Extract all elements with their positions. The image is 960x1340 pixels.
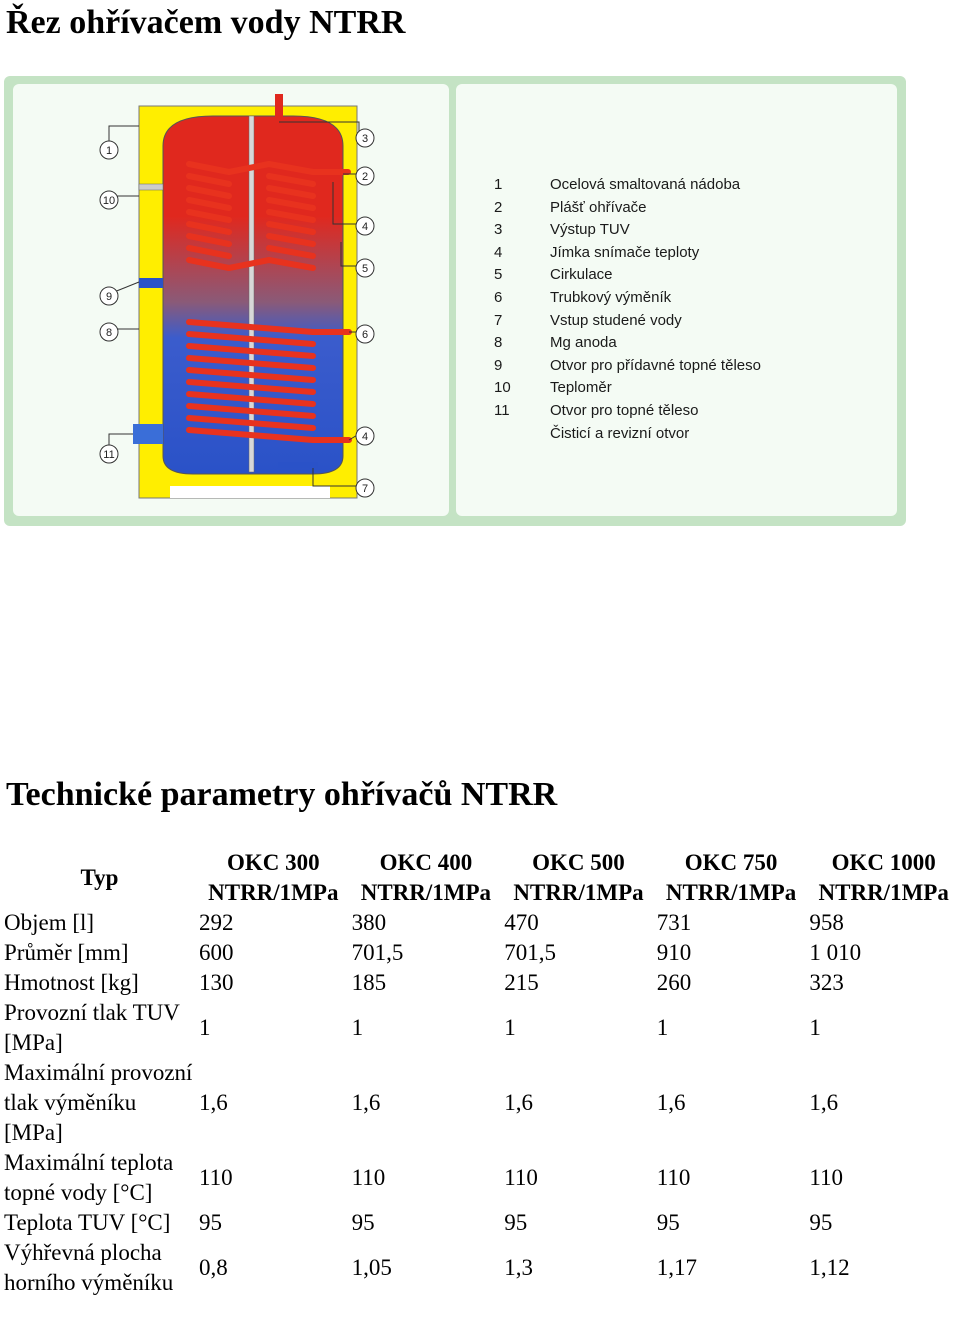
legend-item [494, 287, 761, 310]
cell-value: 1,6 [504, 1090, 533, 1115]
hot-water-outlet-pipe [275, 94, 283, 118]
legend-text: Jímka snímače teploty [550, 243, 700, 261]
table-row [2, 1148, 960, 1208]
svg-text:1: 1 [105, 145, 113, 157]
legend-item [494, 355, 761, 378]
cell-value: 95 [809, 1210, 833, 1235]
cell-value: 110 [504, 1165, 538, 1190]
table-row [2, 1058, 960, 1148]
cell-value: 95 [504, 1210, 528, 1235]
legend-text: Trubkový výměník [550, 288, 672, 306]
legend-panel [456, 84, 897, 516]
legend-number: 3 [494, 221, 503, 239]
table-row [2, 1208, 960, 1238]
table-header-row [2, 848, 960, 908]
legend-text: Vstup studené vody [550, 311, 682, 329]
legend-item [494, 400, 761, 423]
callout-2 [356, 167, 374, 185]
callout-3 [356, 129, 374, 147]
svg-text:4: 4 [361, 221, 369, 233]
cell-value: 95 [656, 1210, 680, 1235]
legend-item [494, 242, 761, 265]
table-row [2, 1238, 960, 1298]
cell-value: 380 [351, 910, 387, 935]
diagram-legend [494, 174, 761, 445]
table-row [2, 998, 960, 1058]
row-label: Průměr [mm] [4, 940, 129, 965]
callout-9 [100, 287, 118, 305]
legend-number: 4 [494, 243, 503, 261]
cell-value: 110 [809, 1165, 844, 1190]
legend-number [494, 423, 550, 446]
legend-number: 9 [494, 356, 503, 374]
legend-number: 8 [494, 334, 503, 352]
svg-text:6: 6 [361, 329, 369, 341]
svg-text:7: 7 [361, 483, 369, 495]
cell-value: 1,05 [351, 1255, 392, 1280]
cell-value: 130 [199, 970, 234, 995]
callout-4-upper [356, 217, 374, 235]
legend-item [494, 174, 761, 197]
cell-value: 701,5 [351, 940, 404, 965]
cell-value: 470 [504, 910, 539, 935]
cell-value: 1 [351, 1015, 364, 1040]
cell-value: 1 010 [809, 940, 862, 965]
cell-value: 185 [351, 970, 387, 995]
legend-item [494, 219, 761, 242]
legend-item [494, 310, 761, 333]
legend-text: Teploměr [550, 379, 612, 397]
legend-number: 7 [494, 311, 503, 329]
column-header-typ: Typ [80, 865, 119, 890]
legend-number: 10 [494, 379, 511, 397]
technical-parameters-table [2, 848, 960, 1298]
table-row [2, 908, 960, 938]
cell-value: 1 [504, 1015, 516, 1040]
legend-item [494, 264, 761, 287]
legend-text: Plášť ohřívače [550, 198, 647, 216]
cell-value: 600 [199, 940, 234, 965]
cell-value: 701,5 [504, 940, 556, 965]
callout-6 [356, 325, 374, 343]
callout-8 [100, 323, 118, 341]
legend-text: Výstup TUV [550, 221, 630, 239]
cell-value: 1,6 [809, 1090, 839, 1115]
column-header-model: OKC 300 NTRR/1MPa [208, 850, 339, 905]
callout-1 [100, 141, 118, 159]
legend-number: 11 [494, 401, 510, 419]
row-label: Hmotnost [kg] [4, 970, 139, 995]
cell-value: 1,12 [809, 1255, 850, 1280]
legend-text: Mg anoda [550, 334, 617, 352]
cell-value: 95 [199, 1210, 222, 1235]
heating-element-port [133, 424, 163, 444]
row-label: Objem [l] [4, 910, 95, 935]
legend-item [494, 197, 761, 220]
cell-value: 1 [809, 1015, 821, 1040]
column-header-model: OKC 1000 NTRR/1MPa [818, 850, 949, 905]
cell-value: 95 [351, 1210, 375, 1235]
cell-value: 731 [656, 910, 692, 935]
page-title: Řez ohřívačem vody NTRR [6, 4, 406, 41]
cell-value: 110 [656, 1165, 691, 1190]
legend-text: Ocelová smaltovaná nádoba [550, 176, 741, 193]
cell-value: 910 [656, 940, 692, 965]
legend-number: 6 [494, 288, 503, 306]
section-title: Technické parametry ohřívačů NTRR [6, 776, 558, 813]
row-label: Maximální provozní tlak výměníku [MPa] [4, 1060, 193, 1145]
legend-text: Cirkulace [550, 266, 613, 284]
svg-text:2: 2 [361, 171, 369, 183]
legend-text: Otvor pro přídavné topné těleso [550, 356, 761, 374]
legend-item [494, 423, 761, 446]
svg-text:9: 9 [105, 291, 113, 303]
row-label: Provozní tlak TUV [MPa] [4, 1000, 180, 1055]
cell-value: 1 [656, 1015, 669, 1040]
legend-number: 5 [494, 266, 503, 284]
cell-value: 1,17 [656, 1255, 698, 1280]
aux-heater-port [139, 278, 163, 288]
callout-7 [356, 479, 374, 497]
cold-water-inlet-pipe [278, 462, 318, 468]
column-header-model: OKC 750 NTRR/1MPa [665, 850, 797, 905]
legend-item [494, 377, 761, 400]
row-label: Výhřevná plocha horního výměníku [4, 1240, 174, 1295]
cell-value: 1,3 [504, 1255, 533, 1280]
heater-diagram-panel [13, 84, 449, 516]
svg-text:8: 8 [105, 327, 113, 339]
legend-number: 1 [494, 176, 503, 193]
legend-text: Otvor pro topné těleso [550, 401, 699, 419]
cell-value: 110 [351, 1165, 386, 1190]
svg-text:11: 11 [103, 449, 115, 461]
callout-4-lower [356, 427, 374, 445]
svg-text:4: 4 [361, 431, 369, 443]
column-header-model: OKC 500 NTRR/1MPa [513, 850, 644, 905]
column-header-model: OKC 400 NTRR/1MPa [360, 850, 492, 905]
legend-item [494, 332, 761, 355]
water-heater-diagram [13, 84, 449, 516]
legend-text: Čisticí a revizní otvor [550, 424, 690, 442]
cell-value: 1 [199, 1015, 211, 1040]
svg-text:5: 5 [361, 263, 369, 275]
cell-value: 323 [809, 970, 844, 995]
table-row [2, 968, 960, 998]
row-label: Teplota TUV [°C] [4, 1210, 171, 1235]
cell-value: 1,6 [351, 1090, 381, 1115]
svg-text:10: 10 [102, 195, 116, 207]
callout-11 [100, 445, 118, 463]
cell-value: 0,8 [199, 1255, 228, 1280]
svg-text:3: 3 [361, 133, 369, 145]
table-row [2, 938, 960, 968]
cell-value: 1,6 [199, 1090, 228, 1115]
row-label: Maximální teplota topné vody [°C] [4, 1150, 174, 1205]
thermometer-port [139, 184, 163, 190]
cell-value: 958 [809, 910, 844, 935]
callout-5 [356, 259, 374, 277]
cell-value: 1,6 [656, 1090, 686, 1115]
cell-value: 110 [199, 1165, 233, 1190]
cell-value: 260 [656, 970, 692, 995]
cell-value: 292 [199, 910, 234, 935]
heater-cross-section-figure [4, 76, 906, 526]
cell-value: 215 [504, 970, 539, 995]
legend-number: 2 [494, 198, 503, 216]
callout-10 [100, 191, 118, 209]
